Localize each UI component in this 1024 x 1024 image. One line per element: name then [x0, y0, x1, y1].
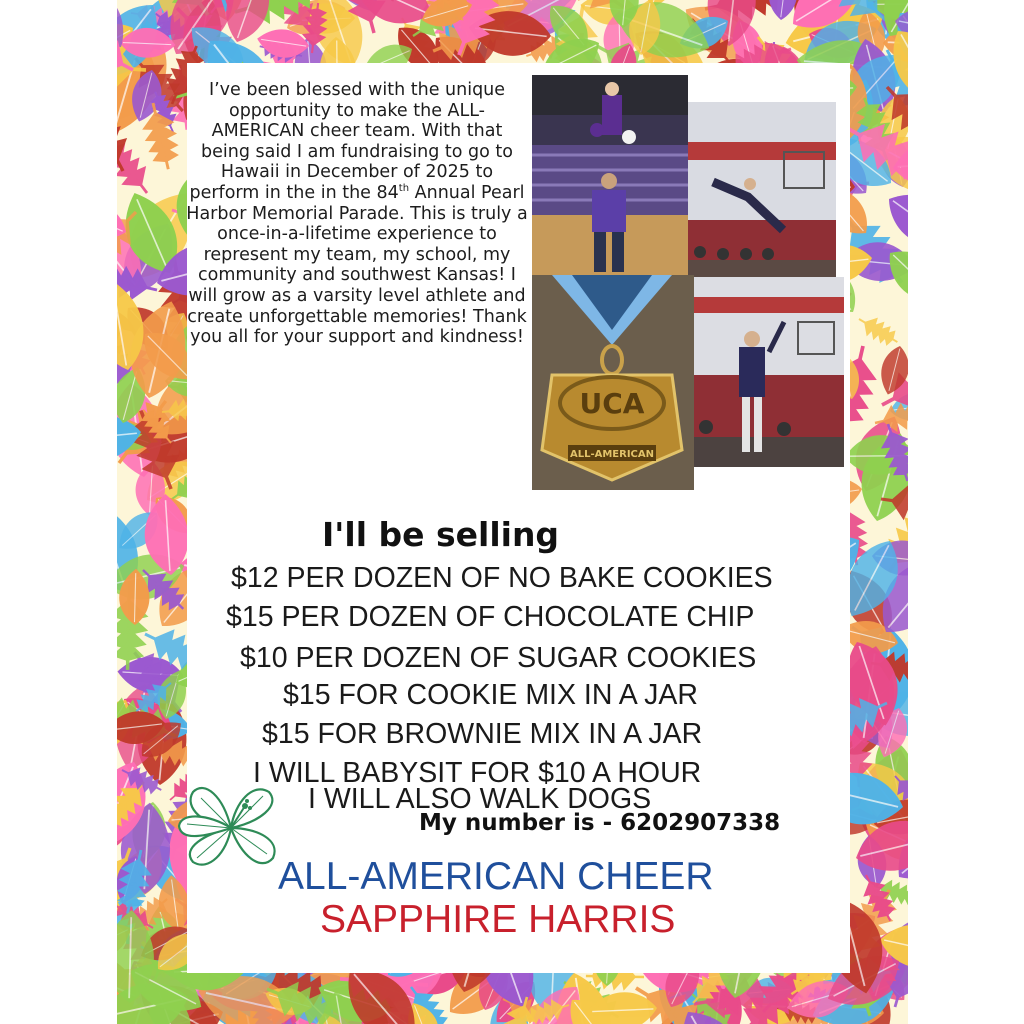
cheer-motion-photo	[694, 277, 844, 467]
selling-heading: I'll be selling	[322, 515, 560, 554]
service-dog-walking: I WILL ALSO WALK DOGS	[308, 783, 652, 815]
uca-medal-photo	[532, 275, 694, 490]
cheer-stunt-photo	[532, 75, 688, 275]
medal-logo-text: UCA	[579, 387, 645, 420]
sale-item-no-bake-cookies: $12 PER DOZEN OF NO BAKE COOKIES	[231, 562, 773, 594]
cheer-jump-photo	[688, 102, 836, 277]
team-title: ALL-AMERICAN CHEER	[278, 855, 714, 898]
sale-item-brownie-mix: $15 FOR BROWNIE MIX IN A JAR	[262, 718, 703, 750]
medal-ribbon-text: ALL-AMERICAN	[569, 449, 655, 460]
phone-number: My number is - 6202907338	[419, 810, 781, 836]
sale-item-chocolate-chip: $15 PER DOZEN OF CHOCOLATE CHIP	[226, 601, 755, 633]
service-babysitting: I WILL BABYSIT FOR $10 A HOUR	[253, 757, 702, 789]
sale-item-cookie-mix: $15 FOR COOKIE MIX IN A JAR	[283, 679, 698, 711]
intro-paragraph: I’ve been blessed with the unique opportunity to make the ALL-AMERICAN cheer team. With that being said I am fundraising to go to Hawaii in December of 2025 to perform in the in the 84th Annual Pearl Harbor Memorial Parade. This is truly a once-in-a-lifetime experience to represent my team, my school, my community and southwest Kansas! I will grow as a varsity level athlete and create unforgettable memories! Thank you all for your support and kindness!	[186, 80, 528, 348]
sale-item-sugar-cookies: $10 PER DOZEN OF SUGAR COOKIES	[240, 642, 757, 674]
athlete-name: SAPPHIRE HARRIS	[320, 898, 676, 941]
hibiscus-flower-icon	[175, 778, 287, 876]
